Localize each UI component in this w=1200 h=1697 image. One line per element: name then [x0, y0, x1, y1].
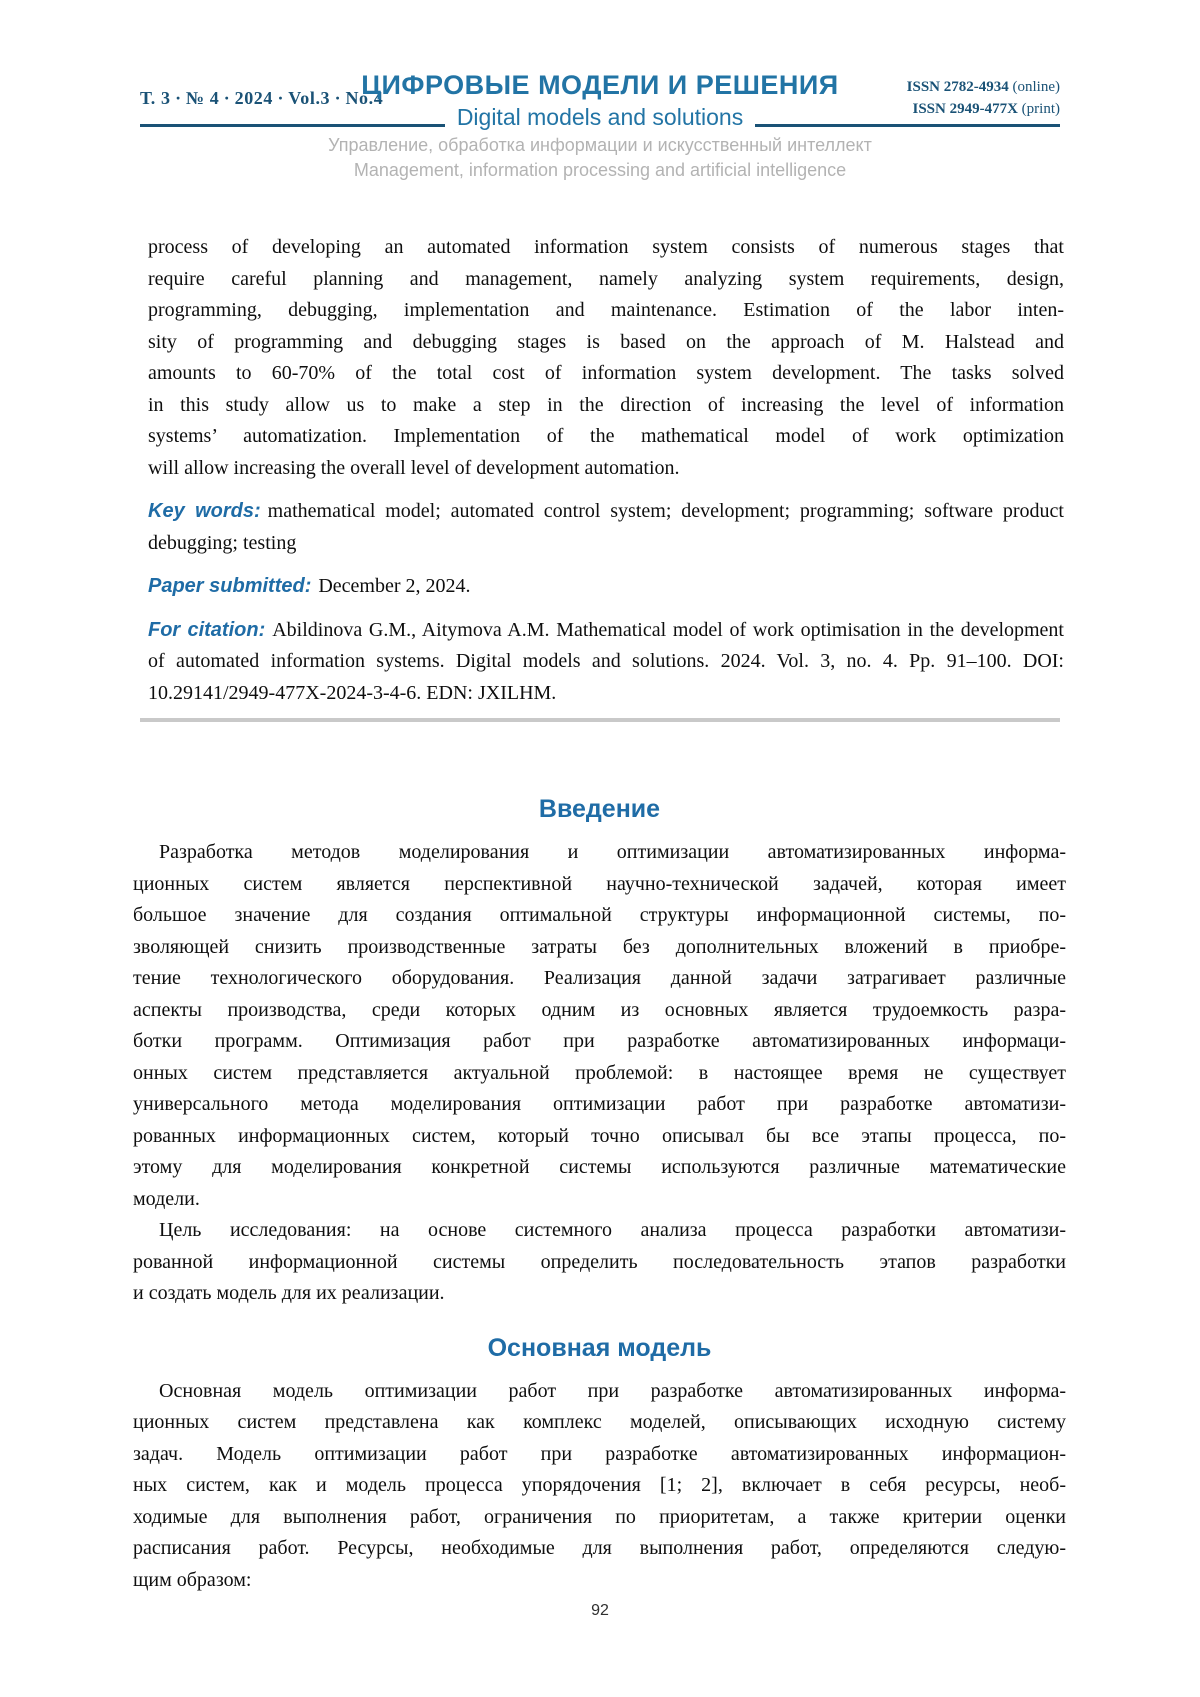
- volume-issue-info: Т. 3 ∙ № 4 ∙ 2024 ∙ Vol.3 ∙ No.4: [140, 88, 384, 108]
- text-line: ных систем, как и модель процесса упорядочения [1; 2], включает в себя ресурсы, необ-: [133, 1474, 1066, 1496]
- text-line: расписания работ. Ресурсы, необходимые для выполнения работ, определяются следую-: [133, 1537, 1066, 1559]
- section-subtitle-en: Management, information processing and artificial intelligence: [353, 160, 847, 180]
- issn-online-code: ISSN 2782-4934: [906, 79, 1009, 95]
- submitted-date: December 2, 2024.: [318, 575, 471, 597]
- header-rule-left: [140, 124, 445, 127]
- keywords-text: mathematical model; automated control system; development; programming; software product debugging; testing: [148, 500, 1064, 554]
- issn-online: [907, 76, 1060, 98]
- text-line: in this study allow us to make a step in the direction of increasing the level of information: [148, 393, 1064, 416]
- text-line: programming, debugging, implementation and maintenance. Estimation of the labor inten-: [148, 299, 1064, 321]
- issn-block: [907, 76, 1060, 120]
- article-body: [133, 780, 1066, 1596]
- citation-paragraph: [148, 615, 1064, 710]
- keywords-label: Key words:: [148, 500, 261, 522]
- text-line: require careful planning and management, namely analyzing system requirements, design,: [148, 267, 1064, 290]
- text-line: рованных информационных систем, который точно описывал бы все этапы процесса, по-: [133, 1124, 1066, 1147]
- text-line: тение технологического оборудования. Реализация данной задачи затрагивает различные: [133, 967, 1066, 989]
- text-line: модели.: [133, 1187, 200, 1210]
- abstract-block: [148, 232, 1064, 709]
- submitted-paragraph: [148, 571, 1064, 603]
- submitted-label: Paper submitted:: [148, 575, 312, 597]
- text-line: ботки программ. Оптимизация работ при разработке автоматизированных информаци-: [133, 1030, 1066, 1052]
- section-heading-introduction: Введение: [538, 795, 661, 823]
- text-line: process of developing an automated information system consists of numerous stages that: [148, 236, 1064, 258]
- text-line: Разработка методов моделирования и оптимизации автоматизированных информа-: [159, 841, 1066, 863]
- issn-print-suffix: (print): [1021, 101, 1060, 117]
- paragraph-intro-2: [133, 1215, 1066, 1310]
- text-line: ционных систем представлена как комплекс моделей, описывающих исходную систему: [133, 1411, 1066, 1433]
- text-line: amounts to 60-70% of the total cost of information system development. The tasks solved: [148, 362, 1064, 384]
- text-line: зволяющей снизить производственные затраты без дополнительных вложений в приобре-: [133, 935, 1066, 958]
- page-header: [0, 0, 1200, 200]
- text-line: задач. Модель оптимизации работ при разработке автоматизированных информацион-: [133, 1442, 1066, 1465]
- text-line: универсального метода моделирования оптимизации работ при разработке автоматизи-: [133, 1093, 1066, 1115]
- issn-print: [907, 98, 1060, 120]
- journal-title-ru: ЦИФРОВЫЕ МОДЕЛИ И РЕШЕНИЯ: [361, 70, 839, 100]
- section-subtitle: [0, 133, 1200, 183]
- text-line: рованной информационной системы определить последовательность этапов разработки: [133, 1250, 1066, 1273]
- section-subtitle-ru: Управление, обработка информации и искусственный интеллект: [328, 135, 872, 155]
- page-footer: [0, 1602, 1200, 1620]
- text-line: большое значение для создания оптимальной структуры информационной системы, по-: [133, 904, 1066, 926]
- keywords-paragraph: [148, 496, 1064, 559]
- issn-online-suffix: (online): [1012, 79, 1060, 95]
- issn-print-code: ISSN 2949-477X: [912, 101, 1018, 117]
- citation-text: Abildinova G.M., Aitymova A.M. Mathematical model of work optimisation in the development of automated information systems. Digital models and solutions. 2024. Vol. 3, no. 4. Pp. 91–100. DOI: 10.29141/2949-477X-2024-3-4-6. EDN: JXILHM.: [148, 618, 1064, 704]
- text-line: аспекты производства, среди которых одним из основных является трудоемкость разра-: [133, 998, 1066, 1021]
- paragraph-main-model-1: [133, 1376, 1066, 1597]
- text-line: щим образом:: [133, 1568, 252, 1591]
- text-line: ционных систем является перспективной научно-технической задачей, которая имеет: [133, 872, 1066, 895]
- section-heading-main-model: Основная модель: [487, 1333, 712, 1362]
- journal-title-en: Digital models and solutions: [456, 103, 744, 130]
- header-rule-right: [755, 124, 1060, 127]
- text-line: онных систем представляется актуальной проблемой: в настоящее время не существует: [133, 1061, 1066, 1084]
- text-line: этому для моделирования конкретной системы используются различные математические: [133, 1156, 1066, 1178]
- text-line: systems’ automatization. Implementation of the mathematical model of work optimization: [148, 425, 1064, 447]
- paragraph-intro-1: [133, 837, 1066, 1215]
- text-line: Основная модель оптимизации работ при разработке автоматизированных информа-: [159, 1379, 1066, 1402]
- text-line: sity of programming and debugging stages is based on the approach of M. Halstead and: [148, 330, 1064, 353]
- text-line: ходимые для выполнения работ, ограничения по приоритетам, а также критерии оценки: [133, 1505, 1066, 1528]
- page-number: 92: [591, 1602, 609, 1619]
- text-line: Цель исследования: на основе системного анализа процесса разработки автоматизи-: [159, 1219, 1066, 1241]
- citation-label: For citation:: [148, 618, 266, 641]
- text-line: и создать модель для их реализации.: [133, 1282, 445, 1304]
- text-line: will allow increasing the overall level of development automation.: [148, 456, 680, 479]
- section-divider: [140, 718, 1060, 722]
- abstract-text: [148, 232, 1064, 484]
